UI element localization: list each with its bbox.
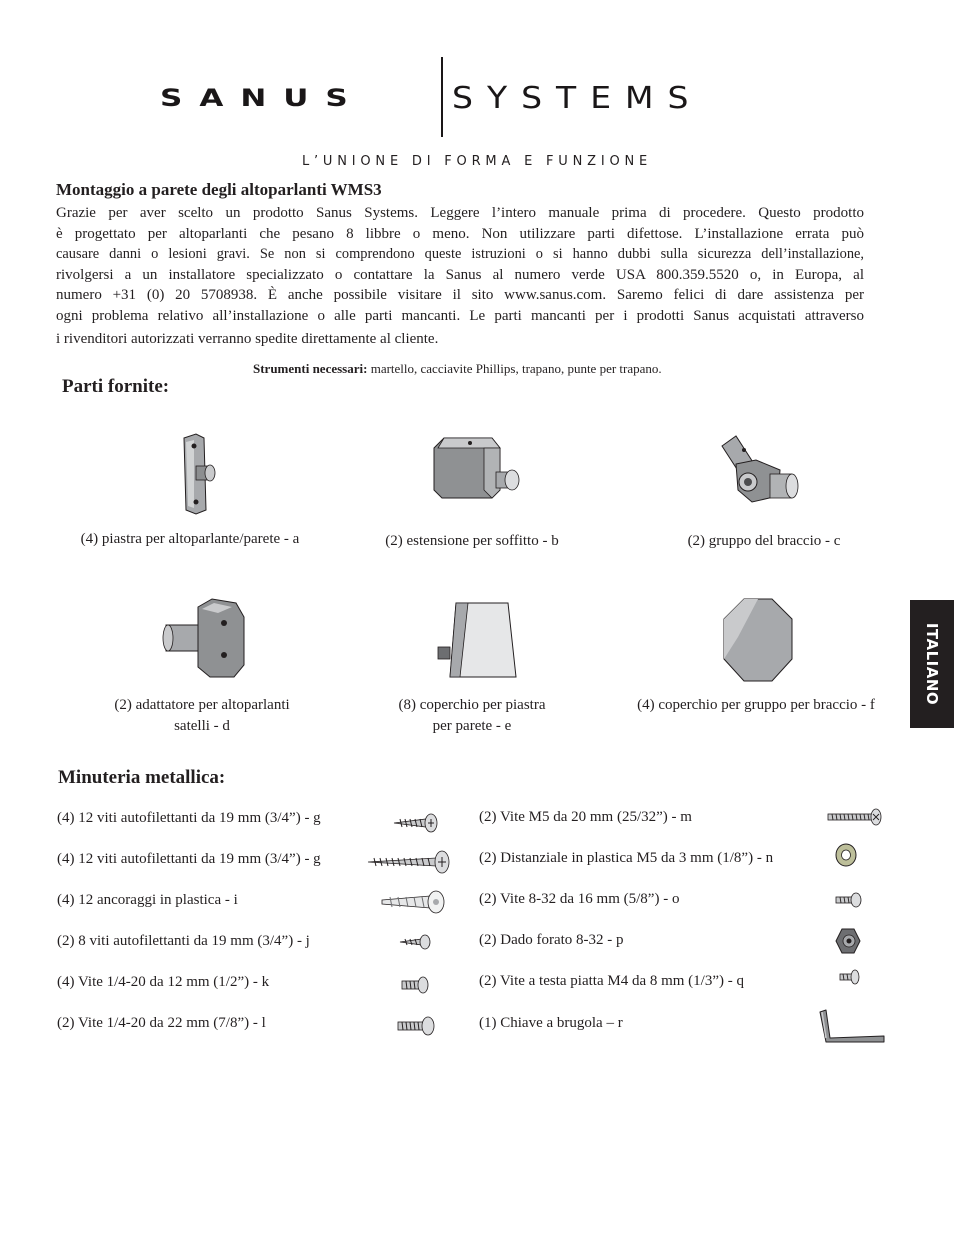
part-caption-c: (2) gruppo del braccio - c (687, 533, 841, 549)
arm-assembly-icon (714, 430, 804, 512)
hardware-label-g1: (4) 12 viti autofilettanti da 19 mm (3/4”) - g (57, 810, 321, 826)
speaker-adapter-icon (162, 597, 246, 681)
bolt-icon (396, 1015, 436, 1037)
document-title: Montaggio a parete degli altoparlanti WMS3 (56, 180, 382, 199)
hardware-label-j: (2) 8 viti autofilettanti da 19 mm (3/4”) - j (57, 933, 310, 949)
part-caption-d (52, 695, 352, 737)
plastic-anchor-icon (380, 889, 448, 915)
m5-screw-icon (826, 807, 884, 827)
brand-logo-systems: SYSTEMS (452, 79, 703, 116)
tools-needed (253, 361, 662, 377)
hardware-label-p: (2) Dado forato 8-32 - p (479, 932, 624, 948)
hardware-label-n: (2) Distanziale in plastica M5 da 3 mm (1/8”) - n (479, 850, 774, 866)
hardware-label-r: (1) Chiave a brugola – r (479, 1015, 623, 1031)
wall-plate-icon (176, 432, 220, 516)
part-caption-f: (4) coperchio per gruppo per braccio - f (637, 697, 875, 713)
nut-icon (834, 927, 862, 955)
part-caption-e-line1: (8) coperchio per piastra (398, 697, 546, 713)
part-caption-d-line2: satelli - d (174, 718, 230, 734)
intro-line: causare danni o lesioni gravi. Se non si comprendono queste istruzioni o si hanno dubbi sulla sicurezza dell’installazione, (56, 246, 864, 262)
spacer-icon (834, 842, 858, 868)
wood-screw-icon (392, 810, 440, 836)
hardware-label-l: (2) Vite 1/4-20 da 22 mm (7/8”) - l (57, 1015, 266, 1031)
hardware-section-title: Minuteria metallica: (58, 767, 226, 788)
allen-key-icon (816, 1008, 888, 1044)
wall-plate-cover-icon (436, 601, 520, 681)
ceiling-extension-icon (430, 432, 522, 502)
language-tab-label: ITALIANO (923, 622, 941, 706)
flat-head-screw-icon (838, 968, 862, 986)
intro-line: ogni problema relativo all’installazione o alle parti mancanti. Le parti mancanti per i prodotti Sanus acquistati attraverso (56, 308, 864, 324)
long-wood-screw-icon (366, 848, 452, 876)
logo-divider (441, 57, 443, 137)
language-tab (910, 600, 954, 728)
tools-text: martello, cacciavite Phillips, trapano, punte per trapano. (367, 361, 662, 376)
hardware-label-q: (2) Vite a testa piatta M4 da 8 mm (1/3”) - q (479, 973, 744, 989)
hardware-label-m: (2) Vite M5 da 20 mm (25/32”) - m (479, 809, 692, 825)
hardware-label-o: (2) Vite 8-32 da 16 mm (5/8”) - o (479, 891, 680, 907)
part-caption-a: (4) piastra per altoparlante/parete - a (80, 531, 300, 547)
short-bolt-icon (400, 975, 430, 995)
part-caption-e-line2: per parete - e (432, 718, 512, 734)
intro-line: i rivenditori autorizzati verranno spedite direttamente al cliente. (56, 331, 439, 347)
small-screw-icon (398, 932, 432, 952)
part-caption-b: (2) estensione per soffitto - b (385, 533, 559, 549)
intro-line: numero +31 (0) 20 5708938. È anche possibile visitare il sito www.sanus.com. Saremo felici di dare assistenza per (56, 287, 864, 303)
hardware-label-k: (4) Vite 1/4-20 da 12 mm (1/2”) - k (57, 974, 270, 990)
part-caption-d-line1: (2) adattatore per altoparlanti (114, 697, 290, 713)
hardware-label-i: (4) 12 ancoraggi in plastica - i (57, 892, 238, 908)
brand-logo-sanus: SANUS (160, 83, 365, 113)
machine-screw-icon (834, 890, 864, 910)
tagline: L’UNIONE DI FORMA E FUNZIONE (301, 154, 653, 169)
intro-line: rivolgersi a un installatore specializzato o contattare la Sanus al numero verde USA 800.359.5520 o, in Europa, al (56, 267, 864, 283)
hardware-label-g2: (4) 12 viti autofilettanti da 19 mm (3/4”) - g (57, 851, 321, 867)
intro-line: Grazie per aver scelto un prodotto Sanus Systems. Leggere l’intero manuale prima di procedere. Questo prodotto (56, 205, 864, 221)
intro-line: è progettato per altoparlanti che pesano 8 libbre o meno. Non utilizzare parti difettose. L’installazione errata può (56, 226, 864, 242)
part-caption-e (322, 695, 622, 737)
tools-label: Strumenti necessari: (253, 361, 368, 376)
arm-cover-icon (720, 597, 796, 683)
parts-section-title: Parti fornite: (62, 376, 170, 397)
